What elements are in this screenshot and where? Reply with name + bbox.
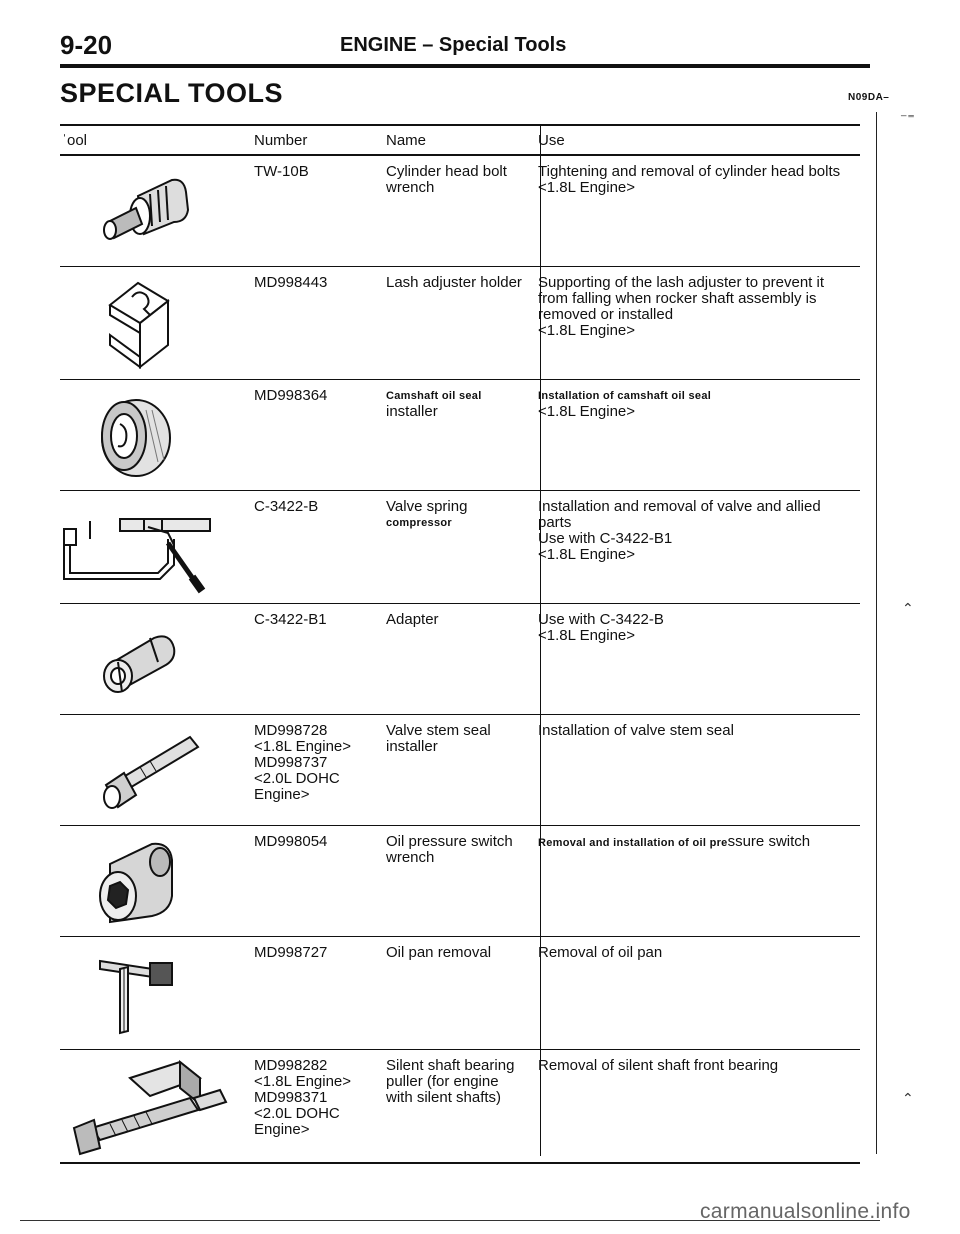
table-row (60, 937, 860, 1050)
tool-use: Use with C-3422-B <1.8L Engine> (538, 611, 664, 644)
table-row (60, 715, 860, 826)
table-header (60, 126, 860, 156)
tool-illustration (60, 826, 240, 936)
silent-shaft-bearing-puller-icon (70, 1058, 240, 1158)
tool-number: MD998443 (254, 274, 328, 291)
tool-number: MD998727 (254, 944, 328, 961)
tool-use-part: Removal and installation of oil pre (538, 837, 728, 849)
tool-name-line: installer (386, 403, 438, 420)
tool-illustration (60, 380, 240, 490)
tool-name-line: Valve spring (386, 498, 468, 515)
tool-use: Installation and removal of valve and allied parts Use with C-3422-B1 <1.8L Engine> (538, 498, 821, 563)
tool-name (386, 388, 536, 420)
margin-mark: ⁻⁼ (900, 110, 915, 126)
right-margin-rule (876, 112, 877, 1154)
tool-use: Removal of oil pan (538, 944, 663, 961)
tool-illustration (60, 267, 240, 379)
tool-name: Cylinder head bolt wrench (386, 163, 507, 196)
tool-use-line: <1.8L Engine> (538, 403, 636, 420)
section-code: N09DA– (848, 92, 890, 103)
tool-name: Oil pan removal (386, 944, 492, 961)
column-header-number: Number (254, 132, 308, 149)
tool-use-line: Installation of camshaft oil seal (538, 390, 712, 402)
section-title: SPECIAL TOOLS (60, 78, 284, 108)
valve-stem-seal-installer-icon (80, 723, 220, 819)
margin-mark: ⌃ (902, 1090, 914, 1106)
valve-spring-compressor-icon (60, 499, 240, 595)
tool-use: Removal of silent shaft front bearing (538, 1057, 779, 1074)
page-header (60, 30, 870, 68)
tool-name: Valve stem seal installer (386, 722, 491, 755)
tool-name-line: compressor (386, 517, 452, 529)
tool-illustration (60, 937, 240, 1049)
tool-number: MD998364 (254, 387, 328, 404)
tool-name-line: Camshaft oil seal (386, 390, 482, 402)
table-row (60, 380, 860, 491)
tool-number: C-3422-B1 (254, 611, 327, 628)
adapter-icon (80, 612, 200, 702)
lash-adjuster-holder-icon (80, 275, 200, 373)
margin-mark: ⌃ (902, 600, 914, 616)
header-title: ENGINE – Special Tools (340, 34, 567, 56)
table-row (60, 267, 860, 380)
table-row (60, 491, 860, 604)
tool-name: Lash adjuster holder (386, 274, 522, 291)
column-header-use: Use (538, 132, 565, 149)
tool-illustration (60, 491, 240, 603)
tool-name (386, 499, 536, 531)
table-row (60, 604, 860, 715)
tool-use (538, 834, 858, 851)
tool-illustration (60, 604, 240, 714)
cylinder-head-bolt-wrench-icon (80, 164, 200, 254)
tool-number: MD998054 (254, 833, 328, 850)
camshaft-oil-seal-installer-icon (80, 388, 200, 484)
tool-illustration (60, 1050, 240, 1162)
tool-number: MD998282 <1.8L Engine> MD998371 <2.0L DOHC Engine> (254, 1057, 352, 1138)
oil-pan-removal-icon (80, 945, 200, 1041)
tool-name: Silent shaft bearing puller (for engine with silent shafts) (386, 1057, 515, 1106)
tool-use: Tightening and removal of cylinder head bolts <1.8L Engine> (538, 163, 841, 196)
column-header-name: Name (386, 132, 427, 149)
column-header-tool: ˈool (62, 132, 88, 149)
tool-use (538, 388, 858, 420)
special-tools-table (60, 124, 860, 1164)
tool-illustration (60, 715, 240, 825)
footer-watermark: carmanualsonline.info (700, 1200, 911, 1223)
table-row (60, 156, 860, 267)
tool-illustration (60, 156, 240, 266)
tool-name: Oil pressure switch wrench (386, 833, 513, 866)
tool-number: C-3422-B (254, 498, 319, 515)
page-number: 9-20 (60, 30, 113, 60)
tool-name: Adapter (386, 611, 439, 628)
table-row (60, 826, 860, 937)
tool-use: Installation of valve stem seal (538, 722, 734, 739)
tool-use: Supporting of the lash adjuster to prevent it from falling when rocker shaft assembly is removed or installed <1.8L Engine> (538, 274, 825, 339)
table-row (60, 1050, 860, 1164)
oil-pressure-switch-wrench-icon (80, 834, 200, 930)
tool-use-part: ssure switch (727, 833, 811, 850)
tool-number: TW-10B (254, 163, 309, 180)
tool-number: MD998728 <1.8L Engine> MD998737 <2.0L DOHC Engine> (254, 722, 352, 803)
